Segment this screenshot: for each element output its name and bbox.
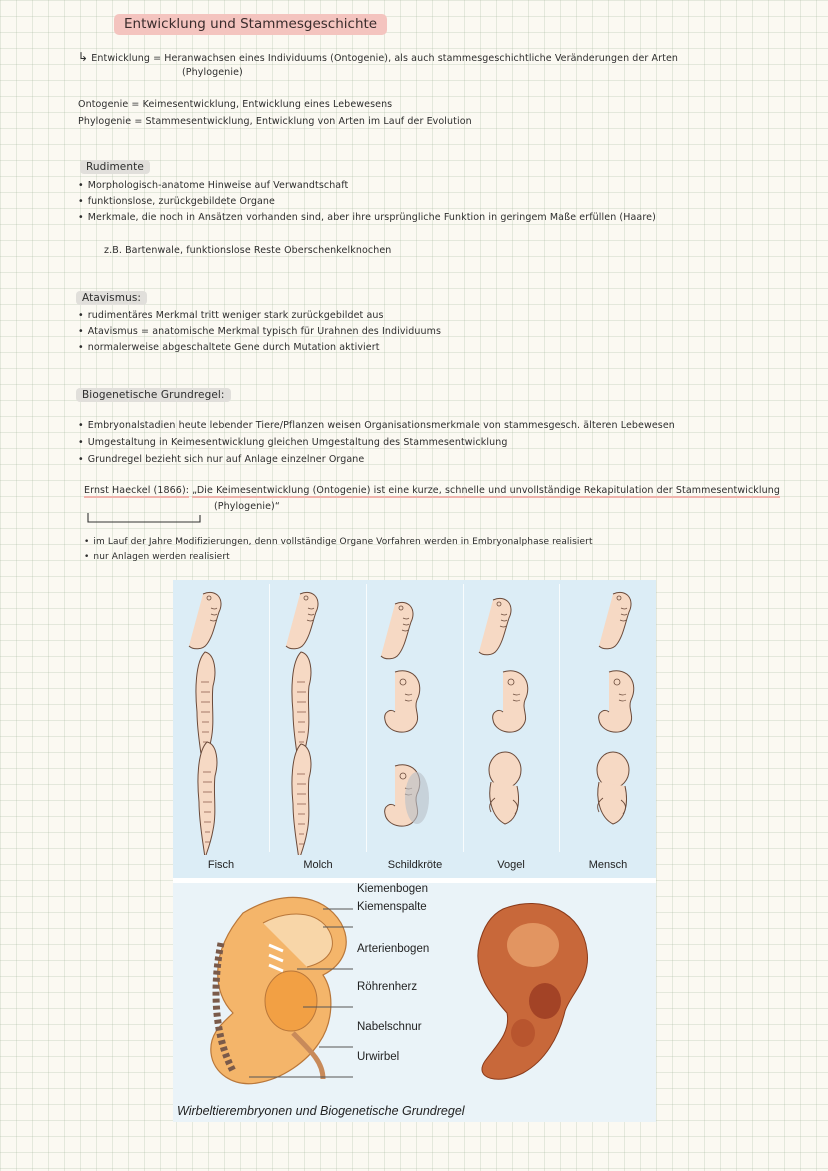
- embryo-comparison-panel: [173, 580, 656, 878]
- atavismus-bullet: • Atavismus = anatomische Merkmal typisch für Urahnen des Individuums: [78, 326, 441, 337]
- anatomy-label: Röhrenherz: [357, 981, 418, 993]
- rudimente-bullet: • funktionslose, zurückgebildete Organe: [78, 196, 275, 207]
- figure-caption: Wirbeltierembryonen und Biogenetische Grundregel: [177, 1104, 465, 1118]
- biogenetisch-heading: Biogenetische Grundregel:: [76, 389, 231, 401]
- definition-phylogenie: Phylogenie = Stammesentwicklung, Entwicklung von Arten im Lauf der Evolution: [78, 116, 472, 127]
- atavismus-bullet: • rudimentäres Merkmal tritt weniger stark zurückgebildet aus: [78, 310, 384, 321]
- column-label: Schildkröte: [387, 859, 443, 871]
- rudimente-heading: Rudimente: [80, 161, 150, 173]
- embryo-anatomy-panel: [173, 883, 656, 1122]
- note-bullet: • im Lauf der Jahre Modifizierungen, denn vollständige Organe Vorfahren werden in Embryonalphase realisiert: [84, 537, 593, 547]
- intro-text: Entwicklung = Heranwachsen eines Individuums (Ontogenie), als auch stammesgeschichtliche Veränderungen der Arten: [91, 53, 679, 64]
- anatomy-label: Kiemenspalte: [357, 901, 427, 913]
- arrow-icon: ↳: [78, 50, 89, 64]
- rudimente-bullet: • Merkmale, die noch in Ansätzen vorhanden sind, aber ihre ursprüngliche Funktion in geringem Maße erfüllen (Haare): [78, 212, 656, 223]
- column-label: Molch: [303, 859, 333, 871]
- embryo-drawings: [173, 580, 656, 855]
- atavismus-heading: Atavismus:: [76, 292, 147, 304]
- anatomy-label: Nabelschnur: [357, 1021, 422, 1033]
- rudimente-bullet: • Morphologisch-anatome Hinweise auf Verwandtschaft: [78, 180, 348, 191]
- haeckel-quote: [84, 485, 780, 498]
- anatomy-label: Arterienbogen: [357, 943, 430, 955]
- intro-line-1: [78, 50, 678, 64]
- biogenetisch-bullet: • Grundregel bezieht sich nur auf Anlage einzelner Organe: [78, 454, 364, 465]
- quote-author: Ernst Haeckel (1866):: [84, 485, 190, 496]
- anatomy-label: Kiemenbogen: [357, 883, 428, 895]
- bracket-line: [86, 511, 206, 527]
- intro-line-2: (Phylogenie): [182, 67, 243, 78]
- column-label: Mensch: [588, 859, 628, 871]
- biogenetisch-bullet: • Umgestaltung in Keimesentwicklung gleichen Umgestaltung des Stammesentwicklung: [78, 437, 507, 448]
- biogenetisch-bullet: • Embryonalstadien heute lebender Tiere/Pflanzen weisen Organisationsmerkmale von stammesgesch. älteren Lebewesen: [78, 420, 675, 431]
- rudimente-example: z.B. Bartenwale, funktionslose Reste Oberschenkelknochen: [104, 245, 392, 256]
- anatomy-drawings: [173, 883, 656, 1103]
- quote-line-2: (Phylogenie)“: [214, 501, 280, 512]
- embryo-figure: [173, 580, 656, 1122]
- atavismus-bullet: • normalerweise abgeschaltete Gene durch Mutation aktiviert: [78, 342, 380, 353]
- page-title: Entwicklung und Stammesgeschichte: [114, 14, 387, 35]
- quote-text: „Die Keimesentwicklung (Ontogenie) ist eine kurze, schnelle und unvollständige Rekapitulation der Stammesentwicklung: [192, 485, 780, 496]
- definition-ontogenie: Ontogenie = Keimesentwicklung, Entwicklung eines Lebewesens: [78, 99, 393, 110]
- note-bullet: • nur Anlagen werden realisiert: [84, 552, 230, 562]
- anatomy-label: Urwirbel: [357, 1051, 400, 1063]
- column-label: Vogel: [497, 859, 525, 871]
- column-label: Fisch: [207, 859, 235, 871]
